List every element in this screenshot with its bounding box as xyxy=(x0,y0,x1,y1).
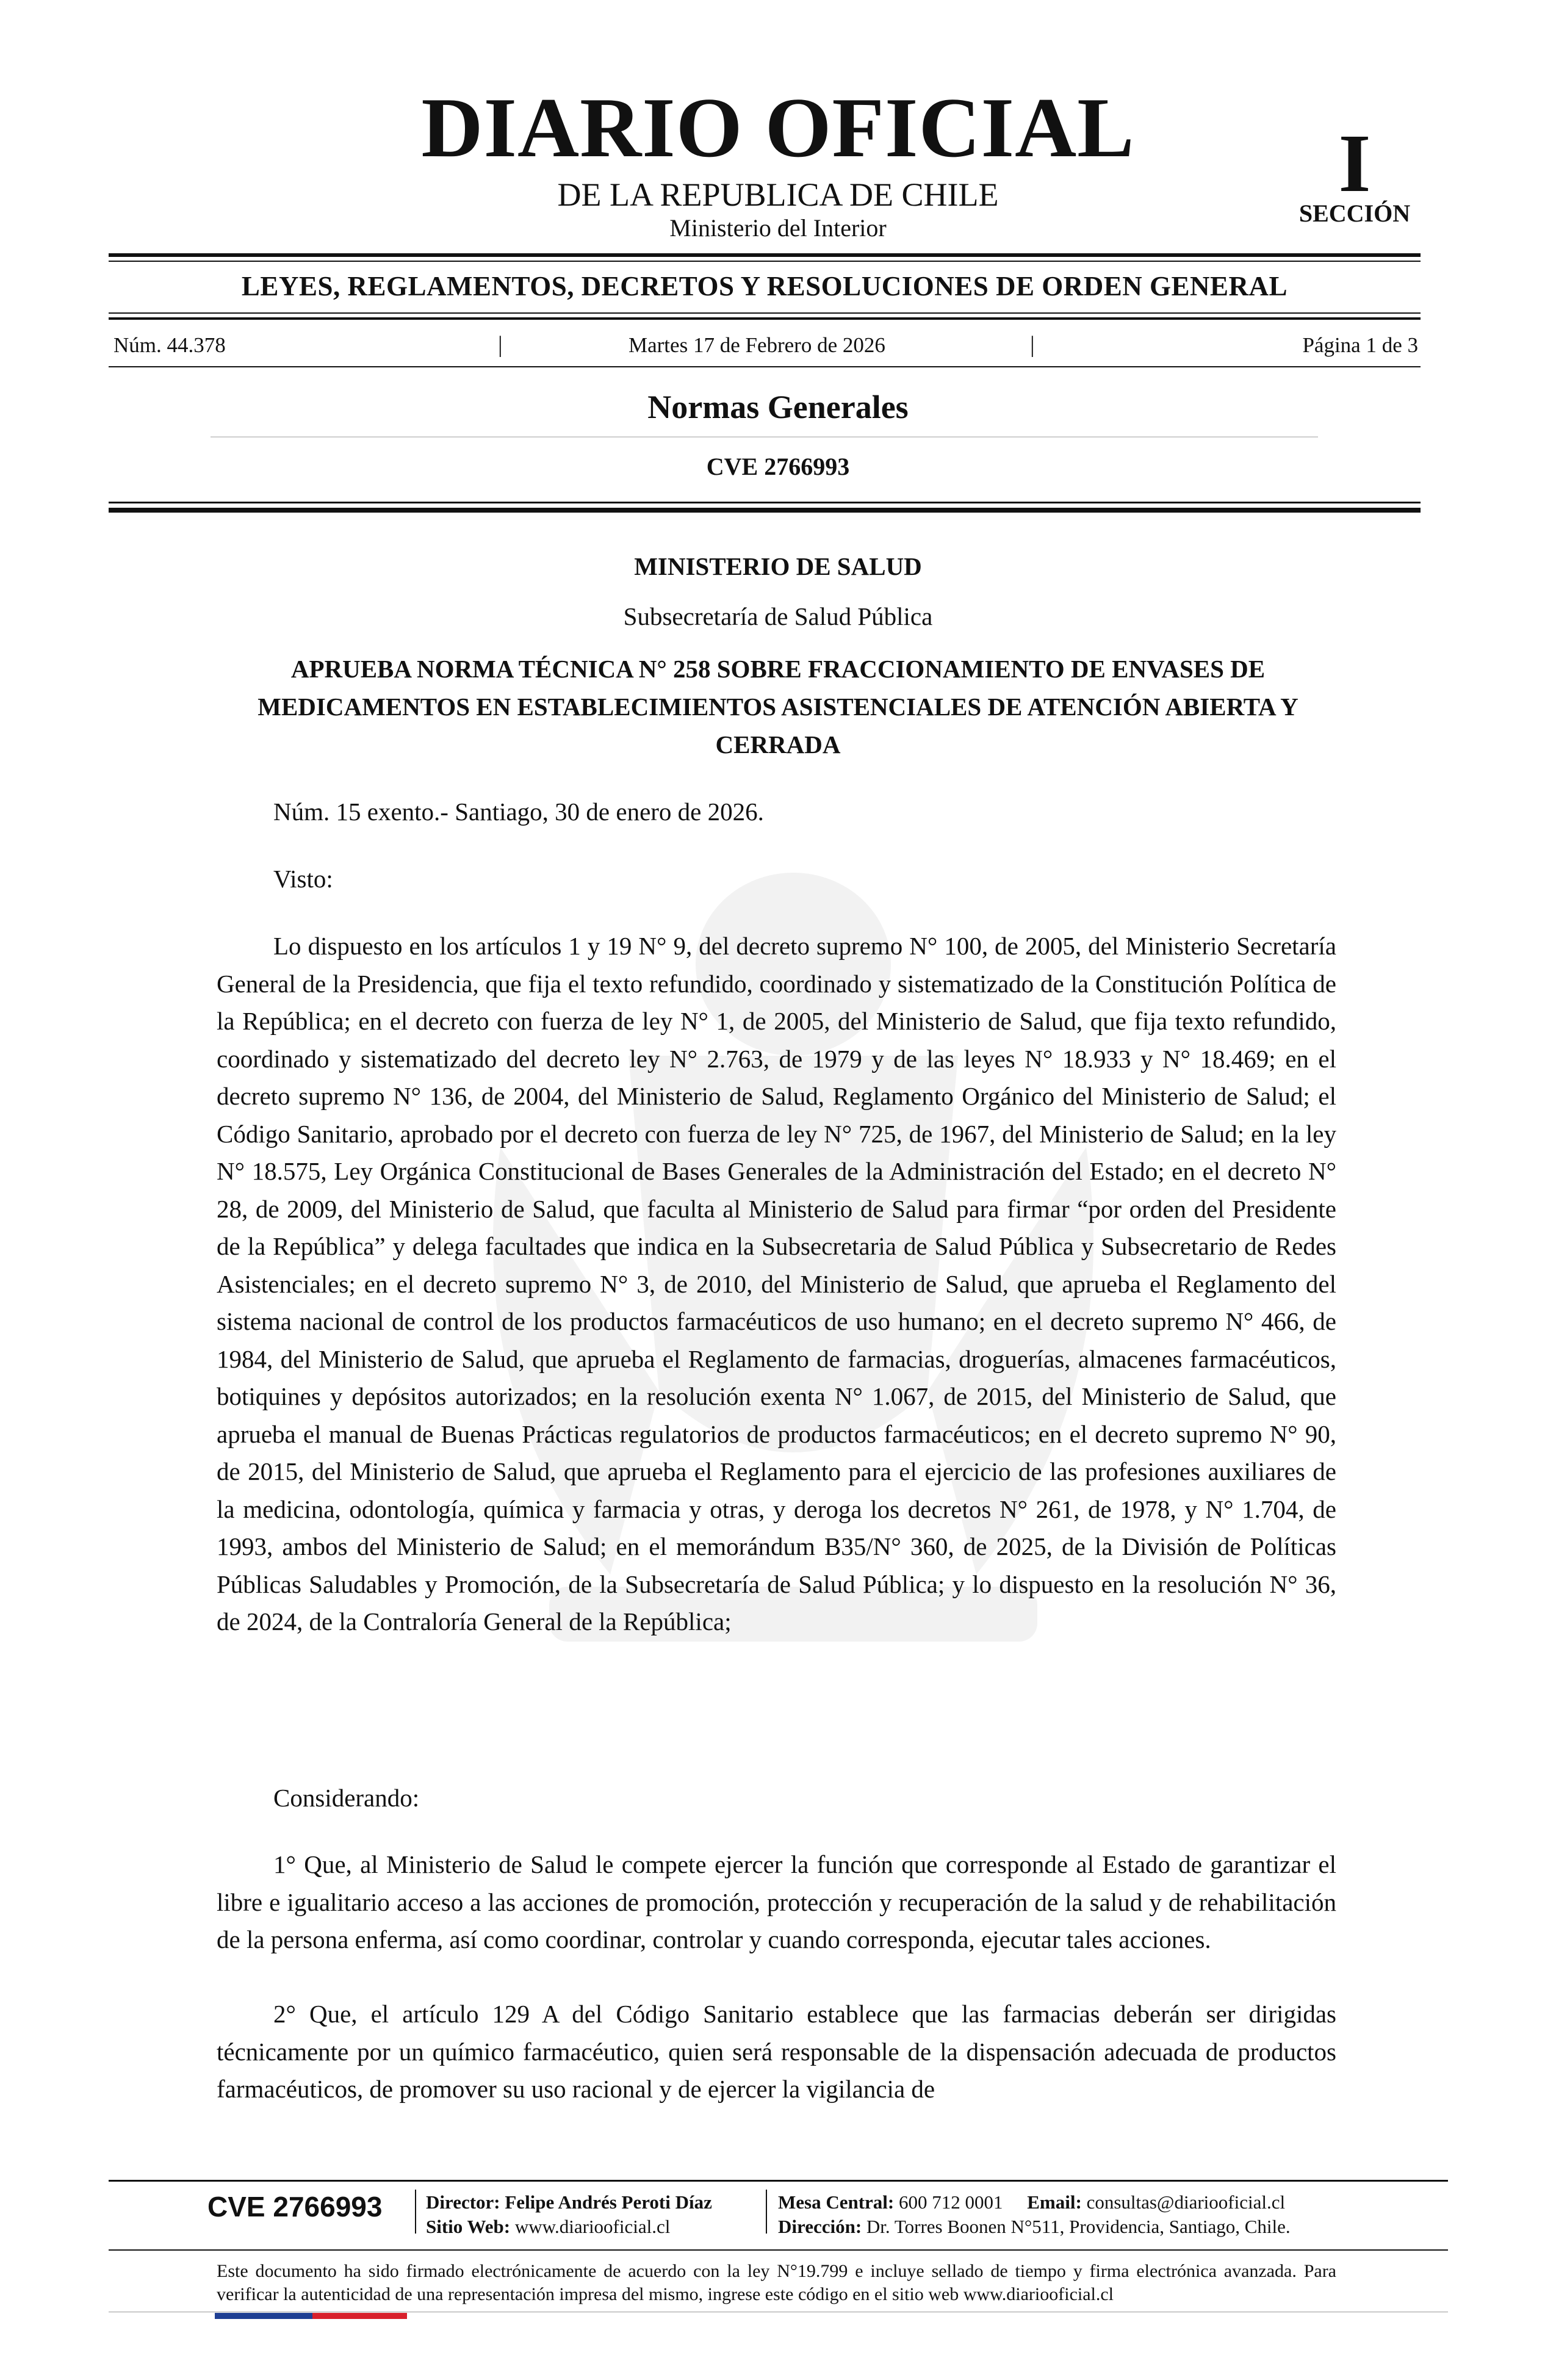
flag-stripe-red xyxy=(312,2313,407,2319)
banner-rule-thin xyxy=(109,312,1421,314)
masthead-subtitle: DE LA REPUBLICA DE CHILE xyxy=(557,176,999,213)
section-number: I xyxy=(1338,118,1371,209)
footer-legal-rule xyxy=(109,2249,1448,2251)
category-divider xyxy=(211,436,1318,438)
masthead-ministry: Ministerio del Interior xyxy=(669,214,887,242)
footer-address xyxy=(778,2217,1291,2236)
masthead-rule-thin xyxy=(109,261,1421,262)
mesa-phone: 600 712 0001 xyxy=(899,2191,1003,2213)
footer-divider xyxy=(766,2190,767,2234)
website-link[interactable]: www.diariooficial.cl xyxy=(514,2216,671,2237)
header-rule-thin xyxy=(109,502,1421,503)
masthead-title: DIARIO OFICIAL xyxy=(421,81,1135,175)
page-indicator: Página 1 de 3 xyxy=(1302,333,1418,357)
subsecretaria-heading: Subsecretaría de Salud Pública xyxy=(623,602,933,630)
info-separator: | xyxy=(498,332,503,358)
footer-cve: CVE 2766993 xyxy=(207,2191,383,2223)
section-label: SECCIÓN xyxy=(1298,200,1411,227)
footer-divider xyxy=(415,2190,416,2234)
document-title: APRUEBA NORMA TÉCNICA N° 258 SOBRE FRACCIONAMIENTO DE ENVASES DE MEDICAMENTOS EN ESTABLECIMIENTOS ASISTENCIALES DE ATENCIÓN ABIERTA Y CERRADA xyxy=(258,655,1298,759)
director-name: Felipe Andrés Peroti Díaz xyxy=(505,2191,712,2213)
decree-number-line: Núm. 15 exento.- Santiago, 30 de enero de 2026. xyxy=(273,798,764,826)
considerando-2: 2° Que, el artículo 129 A del Código Sanitario establece que las farmacias deberán ser dirigidas técnicamente por un químico farmacéutico, quien será responsable de la dispensación adecuada de productos farmacéuticos, de promover su uso racional y de ejercer la vigilancia de xyxy=(217,2000,1336,2103)
address-label: Dirección: xyxy=(778,2216,862,2237)
cve-code: CVE 2766993 xyxy=(706,453,850,480)
considerando-heading: Considerando: xyxy=(273,1784,420,1812)
issue-date: Martes 17 de Febrero de 2026 xyxy=(629,333,885,357)
director-label: Director: xyxy=(426,2191,500,2213)
website-label: Sitio Web: xyxy=(426,2216,511,2237)
email-label: Email: xyxy=(1027,2191,1082,2213)
banner-rule-thick xyxy=(109,317,1421,320)
info-separator: | xyxy=(1030,332,1035,358)
info-rule xyxy=(109,366,1421,367)
ministry-heading: MINISTERIO DE SALUD xyxy=(634,552,922,580)
mesa-label: Mesa Central: xyxy=(778,2191,895,2213)
footer-contact xyxy=(778,2193,1285,2212)
email-link[interactable]: consultas@diariooficial.cl xyxy=(1086,2191,1286,2213)
section-banner: LEYES, REGLAMENTOS, DECRETOS Y RESOLUCIONES DE ORDEN GENERAL xyxy=(241,271,1288,301)
footer-director xyxy=(426,2193,712,2212)
issue-number: Núm. 44.378 xyxy=(113,333,226,357)
flag-stripe-blue xyxy=(215,2313,312,2319)
address-text: Dr. Torres Boonen N°511, Providencia, Santiago, Chile. xyxy=(866,2216,1291,2237)
category-heading: Normas Generales xyxy=(647,389,909,425)
masthead-rule-thick xyxy=(109,253,1421,257)
footer-legal-notice: Este documento ha sido firmado electrónicamente de acuerdo con la ley N°19.799 e incluye sellado de tiempo y firma electrónica avanzada. Para verificar la autenticidad de una representación impresa del mismo, ingrese este código en el sitio web www.diariooficial.cl xyxy=(217,2261,1336,2304)
considerando-1: 1° Que, al Ministerio de Salud le compete ejercer la función que corresponde al Estado de garantizar el libre e igualitario acceso a las acciones de promoción, protección y recuperación de la salud y de rehabilitación de la persona enferma, así como coordinar, controlar y cuando corresponda, ejecutar tales acciones. xyxy=(217,1850,1336,1953)
footer-website xyxy=(426,2217,670,2236)
header-rule-thick xyxy=(109,508,1421,513)
footer-rule xyxy=(109,2180,1448,2182)
visto-heading: Visto: xyxy=(273,865,333,893)
visto-paragraph: Lo dispuesto en los artículos 1 y 19 N° 9, del decreto supremo N° 100, de 2005, del Ministerio Secretaría General de la Presidencia, que fija el texto refundido, coordinado y sistematizado de la Constitución Política de la República; en el decreto con fuerza de ley N° 1, de 2005, del Ministerio de Salud, que fija texto refundido, coordinado y sistematizado del decreto ley N° 2.763, de 1979 y de las leyes N° 18.933 y N° 18.469; en el decreto supremo N° 136, de 2004, del Ministerio de Salud, Reglamento Orgánico del Ministerio de Salud; el Código Sanitario, aprobado por el decreto con fuerza de ley N° 725, de 1967, del Ministerio de Salud; en la ley N° 18.575, Ley Orgánica Constitucional de Bases Generales de la Administración del Estado; en el decreto N° 28, de 2009, del Ministerio de Salud, que faculta al Ministerio de Salud para firmar “por orden del Presidente de la República” y delega facultades que indica en la Subsecretaria de Salud Pública y Subsecretario de Redes Asistenciales; en el decreto supremo N° 3, de 2010, del Ministerio de Salud, que aprueba el Reglamento del sistema nacional de control de los productos farmacéuticos de uso humano; en el decreto supremo N° 466, de 1984, del Ministerio de Salud, que aprueba el Reglamento de farmacias, droguerías, almacenes farmacéuticos, botiquines y depósitos autorizados; en la resolución exenta N° 1.067, de 2015, del Ministerio de Salud, que aprueba el manual de Buenas Prácticas regulatorios de productos farmacéuticos; en el decreto supremo N° 90, de 2015, del Ministerio de Salud, que aprueba el Reglamento para el ejercicio de las profesiones auxiliares de la medicina, odontología, química y farmacia y otras, y deroga los decretos N° 261, de 1978, y N° 1.704, de 1993, ambos del Ministerio de Salud; en el memorándum B35/N° 360, de 2025, de la División de Políticas Públicas Saludables y Promoción, de la Subsecretaría de Salud Pública; y lo dispuesto en la resolución N° 36, de 2024, de la Contraloría General de la República; xyxy=(217,932,1336,1635)
